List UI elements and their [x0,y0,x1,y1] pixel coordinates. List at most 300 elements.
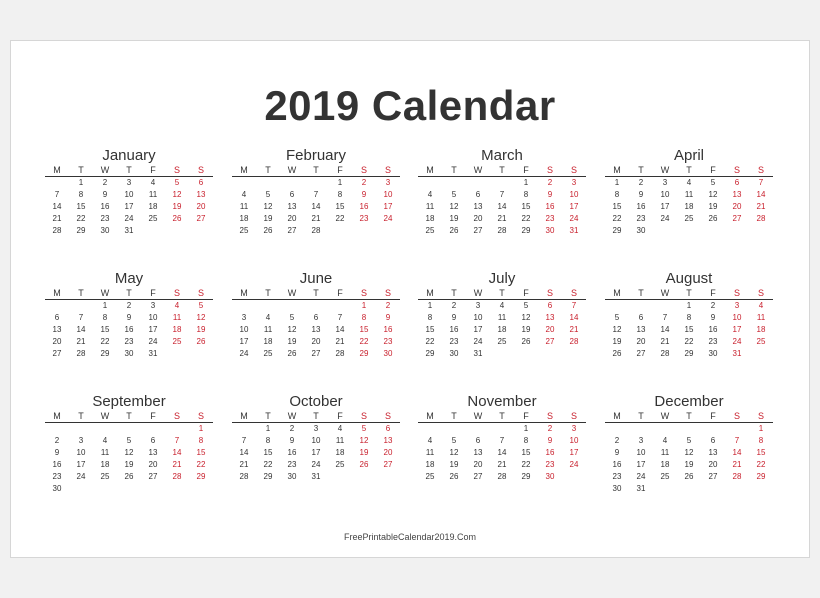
month-november [418,393,586,483]
day-cell: 21 [76,337,86,346]
day-cell: 22 [196,460,206,469]
day-cell: 12 [172,190,182,199]
day-cell: 3 [638,436,644,445]
day-cell: 28 [76,349,86,358]
day-cell: 23 [708,337,718,346]
day-cell: 21 [311,214,321,223]
day-cell: 31 [124,226,134,235]
day-cell: 1 [686,301,692,310]
day-cell: 9 [614,448,620,457]
day-cell: 27 [311,349,321,358]
day-cell [280,177,304,189]
day-cell: 7 [499,190,505,199]
weekday-label: T [686,165,692,175]
weekday-label: S [546,165,553,175]
day-cell: 26 [612,349,622,358]
day-cell: 27 [708,472,718,481]
day-cell: 30 [383,349,393,358]
day-cell: 20 [473,214,483,223]
day-cell: 19 [196,325,206,334]
day-cell: 12 [449,202,459,211]
day-cell: 29 [521,472,531,481]
day-cell: 18 [756,325,766,334]
day-cell: 4 [427,190,433,199]
week-row [45,225,213,237]
day-cell: 6 [150,436,156,445]
weekday-label: S [570,165,577,175]
day-cell: 25 [684,214,694,223]
day-cell: 14 [172,448,182,457]
day-cell: 4 [427,436,433,445]
day-cell: 8 [614,190,620,199]
day-cell: 10 [239,325,249,334]
day-cell: 2 [614,436,620,445]
day-cell: 27 [148,472,158,481]
week-row [418,300,586,312]
month-name: July [488,270,516,287]
day-cell: 17 [569,202,579,211]
day-cell [701,225,725,237]
day-cell [725,423,749,435]
month-name: January [102,147,156,164]
week-row [45,189,213,201]
day-cell: 29 [196,472,206,481]
day-cell: 7 [313,190,319,199]
day-cell: 25 [239,226,249,235]
day-cell: 21 [756,202,766,211]
day-cell [466,423,490,435]
day-cell: 6 [198,178,204,187]
day-cell: 29 [100,349,110,358]
day-cell: 14 [569,313,579,322]
day-cell: 11 [335,436,345,445]
day-cell: 5 [686,436,692,445]
day-cell [725,483,749,495]
day-cell: 30 [708,349,718,358]
day-cell: 21 [569,325,579,334]
weekday-label: M [613,411,621,421]
week-row [232,423,400,435]
day-cell: 6 [475,436,481,445]
day-cell: 28 [239,472,249,481]
day-cell [442,177,466,189]
day-cell: 1 [427,301,433,310]
day-cell: 19 [708,202,718,211]
day-cell: 19 [359,448,369,457]
day-cell: 6 [547,301,553,310]
month-may [45,270,213,360]
weekday-label: T [638,288,644,298]
day-cell [490,423,514,435]
day-cell [701,483,725,495]
day-cell: 30 [545,226,555,235]
day-cell: 17 [732,325,742,334]
day-cell: 9 [451,313,457,322]
week-row [605,177,773,189]
day-cell [165,483,189,495]
day-cell: 19 [124,460,134,469]
day-cell: 27 [636,349,646,358]
day-cell: 26 [521,337,531,346]
day-cell: 24 [473,337,483,346]
day-cell: 16 [545,448,555,457]
weekday-label: F [337,288,343,298]
day-cell: 16 [383,325,393,334]
day-cell: 21 [497,214,507,223]
month-january [45,147,213,237]
weekday-label: W [660,165,670,175]
day-cell: 19 [449,460,459,469]
week-row [418,312,586,324]
day-cell: 9 [547,436,553,445]
weekday-label: S [570,411,577,421]
day-cell: 28 [311,226,321,235]
week-row [418,177,586,189]
day-cell: 29 [359,349,369,358]
day-cell: 23 [383,337,393,346]
day-cell: 7 [78,313,84,322]
day-cell: 20 [52,337,62,346]
day-cell: 30 [100,226,110,235]
weekday-header [45,288,213,300]
day-cell: 4 [241,190,247,199]
week-row [418,213,586,225]
day-cell [653,423,677,435]
day-cell [165,225,189,237]
day-cell: 26 [708,214,718,223]
week-row [605,300,773,312]
week-row [45,423,213,435]
weekday-label: W [287,165,297,175]
day-cell [677,225,701,237]
day-cell: 3 [662,178,668,187]
day-cell [749,348,773,360]
day-cell: 14 [497,202,507,211]
day-cell: 8 [265,436,271,445]
day-cell: 21 [660,337,670,346]
day-cell: 15 [263,448,273,457]
day-cell [538,348,562,360]
weekday-label: S [197,288,204,298]
day-cell: 22 [521,460,531,469]
day-cell: 26 [449,226,459,235]
weekday-label: M [240,288,248,298]
day-cell: 11 [172,313,182,322]
day-cell: 14 [311,202,321,211]
day-cell [376,471,400,483]
day-cell: 6 [734,178,740,187]
day-cell: 17 [473,325,483,334]
week-row [605,435,773,447]
week-row [232,312,400,324]
day-cell: 13 [708,448,718,457]
weekday-label: W [473,165,483,175]
week-row [418,201,586,213]
day-cell [514,348,538,360]
day-cell: 30 [449,349,459,358]
day-cell [677,423,701,435]
week-row [232,459,400,471]
weekday-header [232,288,400,300]
weekday-label: S [173,165,180,175]
month-july [418,270,586,360]
day-cell: 12 [684,448,694,457]
weekday-label: S [197,411,204,421]
day-cell: 21 [172,460,182,469]
day-cell: 4 [102,436,108,445]
day-cell: 16 [636,202,646,211]
weekday-label: T [126,165,132,175]
weekday-label: W [100,288,110,298]
day-cell: 7 [54,190,60,199]
day-cell: 20 [148,460,158,469]
month-name: August [665,270,713,287]
day-cell: 13 [383,436,393,445]
day-cell [677,483,701,495]
week-row [45,201,213,213]
day-cell: 31 [473,349,483,358]
day-cell: 10 [473,313,483,322]
day-cell: 29 [521,226,531,235]
day-cell: 18 [684,202,694,211]
day-cell: 1 [758,424,764,433]
day-cell: 19 [172,202,182,211]
day-cell [304,300,328,312]
day-cell [605,300,629,312]
day-cell: 21 [335,337,345,346]
day-cell: 24 [148,337,158,346]
day-cell: 12 [449,448,459,457]
day-cell: 14 [335,325,345,334]
day-cell: 5 [174,178,180,187]
day-cell: 18 [425,214,435,223]
day-cell: 27 [196,214,206,223]
day-cell: 30 [612,484,622,493]
day-cell: 12 [359,436,369,445]
weekday-label: T [313,288,319,298]
weekday-header [232,165,400,177]
weekday-label: T [451,165,457,175]
day-cell: 5 [451,190,457,199]
weekday-label: F [710,288,716,298]
weekday-label: M [426,288,434,298]
day-cell: 19 [263,214,273,223]
day-cell: 12 [263,202,273,211]
month-name: April [673,147,704,164]
day-cell: 18 [335,448,345,457]
day-cell [352,225,376,237]
day-cell: 1 [337,178,343,187]
week-row [605,483,773,495]
day-cell: 15 [521,448,531,457]
day-cell: 8 [361,313,367,322]
weekday-label: T [78,411,84,421]
day-cell: 24 [732,337,742,346]
day-cell [749,483,773,495]
week-row [232,177,400,189]
weekday-label: T [686,411,692,421]
day-cell: 15 [521,202,531,211]
day-cell: 24 [660,214,670,223]
day-cell: 1 [361,301,367,310]
day-cell [45,423,69,435]
day-cell: 23 [612,472,622,481]
weekday-label: S [360,411,367,421]
weekday-label: W [100,411,110,421]
day-cell [189,483,213,495]
day-cell: 17 [311,448,321,457]
month-june [232,270,400,360]
day-cell: 10 [148,313,158,322]
day-cell: 25 [335,460,345,469]
weekday-label: T [78,288,84,298]
day-cell: 26 [124,472,134,481]
day-cell: 4 [150,178,156,187]
day-cell: 16 [124,325,134,334]
day-cell: 3 [126,178,132,187]
weekday-header [45,165,213,177]
day-cell: 25 [425,226,435,235]
day-cell [562,471,586,483]
day-cell [653,300,677,312]
weekday-label: T [265,165,271,175]
month-december [605,393,773,495]
day-cell: 9 [126,313,132,322]
weekday-label: F [710,411,716,421]
day-cell [232,300,256,312]
day-cell: 6 [710,436,716,445]
weekday-label: T [313,165,319,175]
day-cell: 6 [313,313,319,322]
day-cell: 24 [124,214,134,223]
day-cell: 23 [545,214,555,223]
day-cell: 5 [126,436,132,445]
day-cell: 17 [148,325,158,334]
day-cell: 3 [385,178,391,187]
day-cell: 10 [124,190,134,199]
day-cell: 1 [102,301,108,310]
day-cell: 18 [100,460,110,469]
day-cell: 23 [449,337,459,346]
week-row [605,201,773,213]
day-cell: 13 [636,325,646,334]
day-cell: 28 [52,226,62,235]
day-cell: 2 [289,424,295,433]
day-cell: 16 [100,202,110,211]
month-march [418,147,586,237]
weekday-label: T [638,165,644,175]
weekday-label: S [360,165,367,175]
day-cell: 14 [239,448,249,457]
day-cell: 27 [287,226,297,235]
week-row [45,300,213,312]
day-cell: 31 [569,226,579,235]
month-name: June [299,270,333,287]
weekday-label: T [265,411,271,421]
day-cell: 28 [335,349,345,358]
day-cell: 8 [78,190,84,199]
weekday-label: W [660,288,670,298]
week-row [45,435,213,447]
day-cell: 10 [76,448,86,457]
day-cell: 12 [521,313,531,322]
week-row [232,324,400,336]
day-cell: 5 [523,301,529,310]
weekday-label: T [78,165,84,175]
day-cell: 11 [497,313,507,322]
day-cell: 26 [359,460,369,469]
week-row [45,177,213,189]
day-cell: 16 [708,325,718,334]
month-february [232,147,400,237]
week-row [605,312,773,324]
day-cell: 10 [311,436,321,445]
day-cell: 10 [636,448,646,457]
week-row [232,348,400,360]
week-row [605,225,773,237]
week-row [418,423,586,435]
day-cell: 1 [198,424,204,433]
week-row [418,447,586,459]
day-cell: 13 [311,325,321,334]
day-cell: 19 [612,337,622,346]
weekday-label: M [613,288,621,298]
weekday-label: T [451,288,457,298]
day-cell: 8 [523,190,529,199]
week-row [232,435,400,447]
day-cell: 11 [425,448,435,457]
day-cell: 19 [684,460,694,469]
day-cell: 7 [241,436,247,445]
day-cell [45,177,69,189]
day-cell: 14 [76,325,86,334]
week-row [45,312,213,324]
day-cell: 27 [383,460,393,469]
weekday-label: T [313,411,319,421]
weekday-label: M [53,288,61,298]
weekday-label: T [499,411,505,421]
page-title: 2019 Calendar [264,82,556,129]
weekday-label: W [473,288,483,298]
day-cell: 20 [732,202,742,211]
day-cell: 19 [287,337,297,346]
day-cell: 12 [124,448,134,457]
day-cell [93,423,117,435]
weekday-label: T [126,288,132,298]
day-cell: 25 [497,337,507,346]
day-cell: 31 [636,484,646,493]
day-cell: 4 [499,301,505,310]
day-cell: 9 [289,436,295,445]
day-cell: 4 [662,436,668,445]
day-cell: 24 [569,214,579,223]
day-cell: 20 [383,448,393,457]
day-cell: 21 [732,460,742,469]
day-cell: 29 [425,349,435,358]
day-cell: 29 [756,472,766,481]
day-cell: 7 [337,313,343,322]
day-cell: 7 [758,178,764,187]
day-cell: 11 [148,190,158,199]
weekday-label: M [240,411,248,421]
day-cell: 3 [313,424,319,433]
weekday-label: S [546,411,553,421]
weekday-label: T [499,288,505,298]
day-cell: 20 [196,202,206,211]
day-cell: 25 [425,472,435,481]
weekday-header [45,411,213,423]
day-cell [466,177,490,189]
